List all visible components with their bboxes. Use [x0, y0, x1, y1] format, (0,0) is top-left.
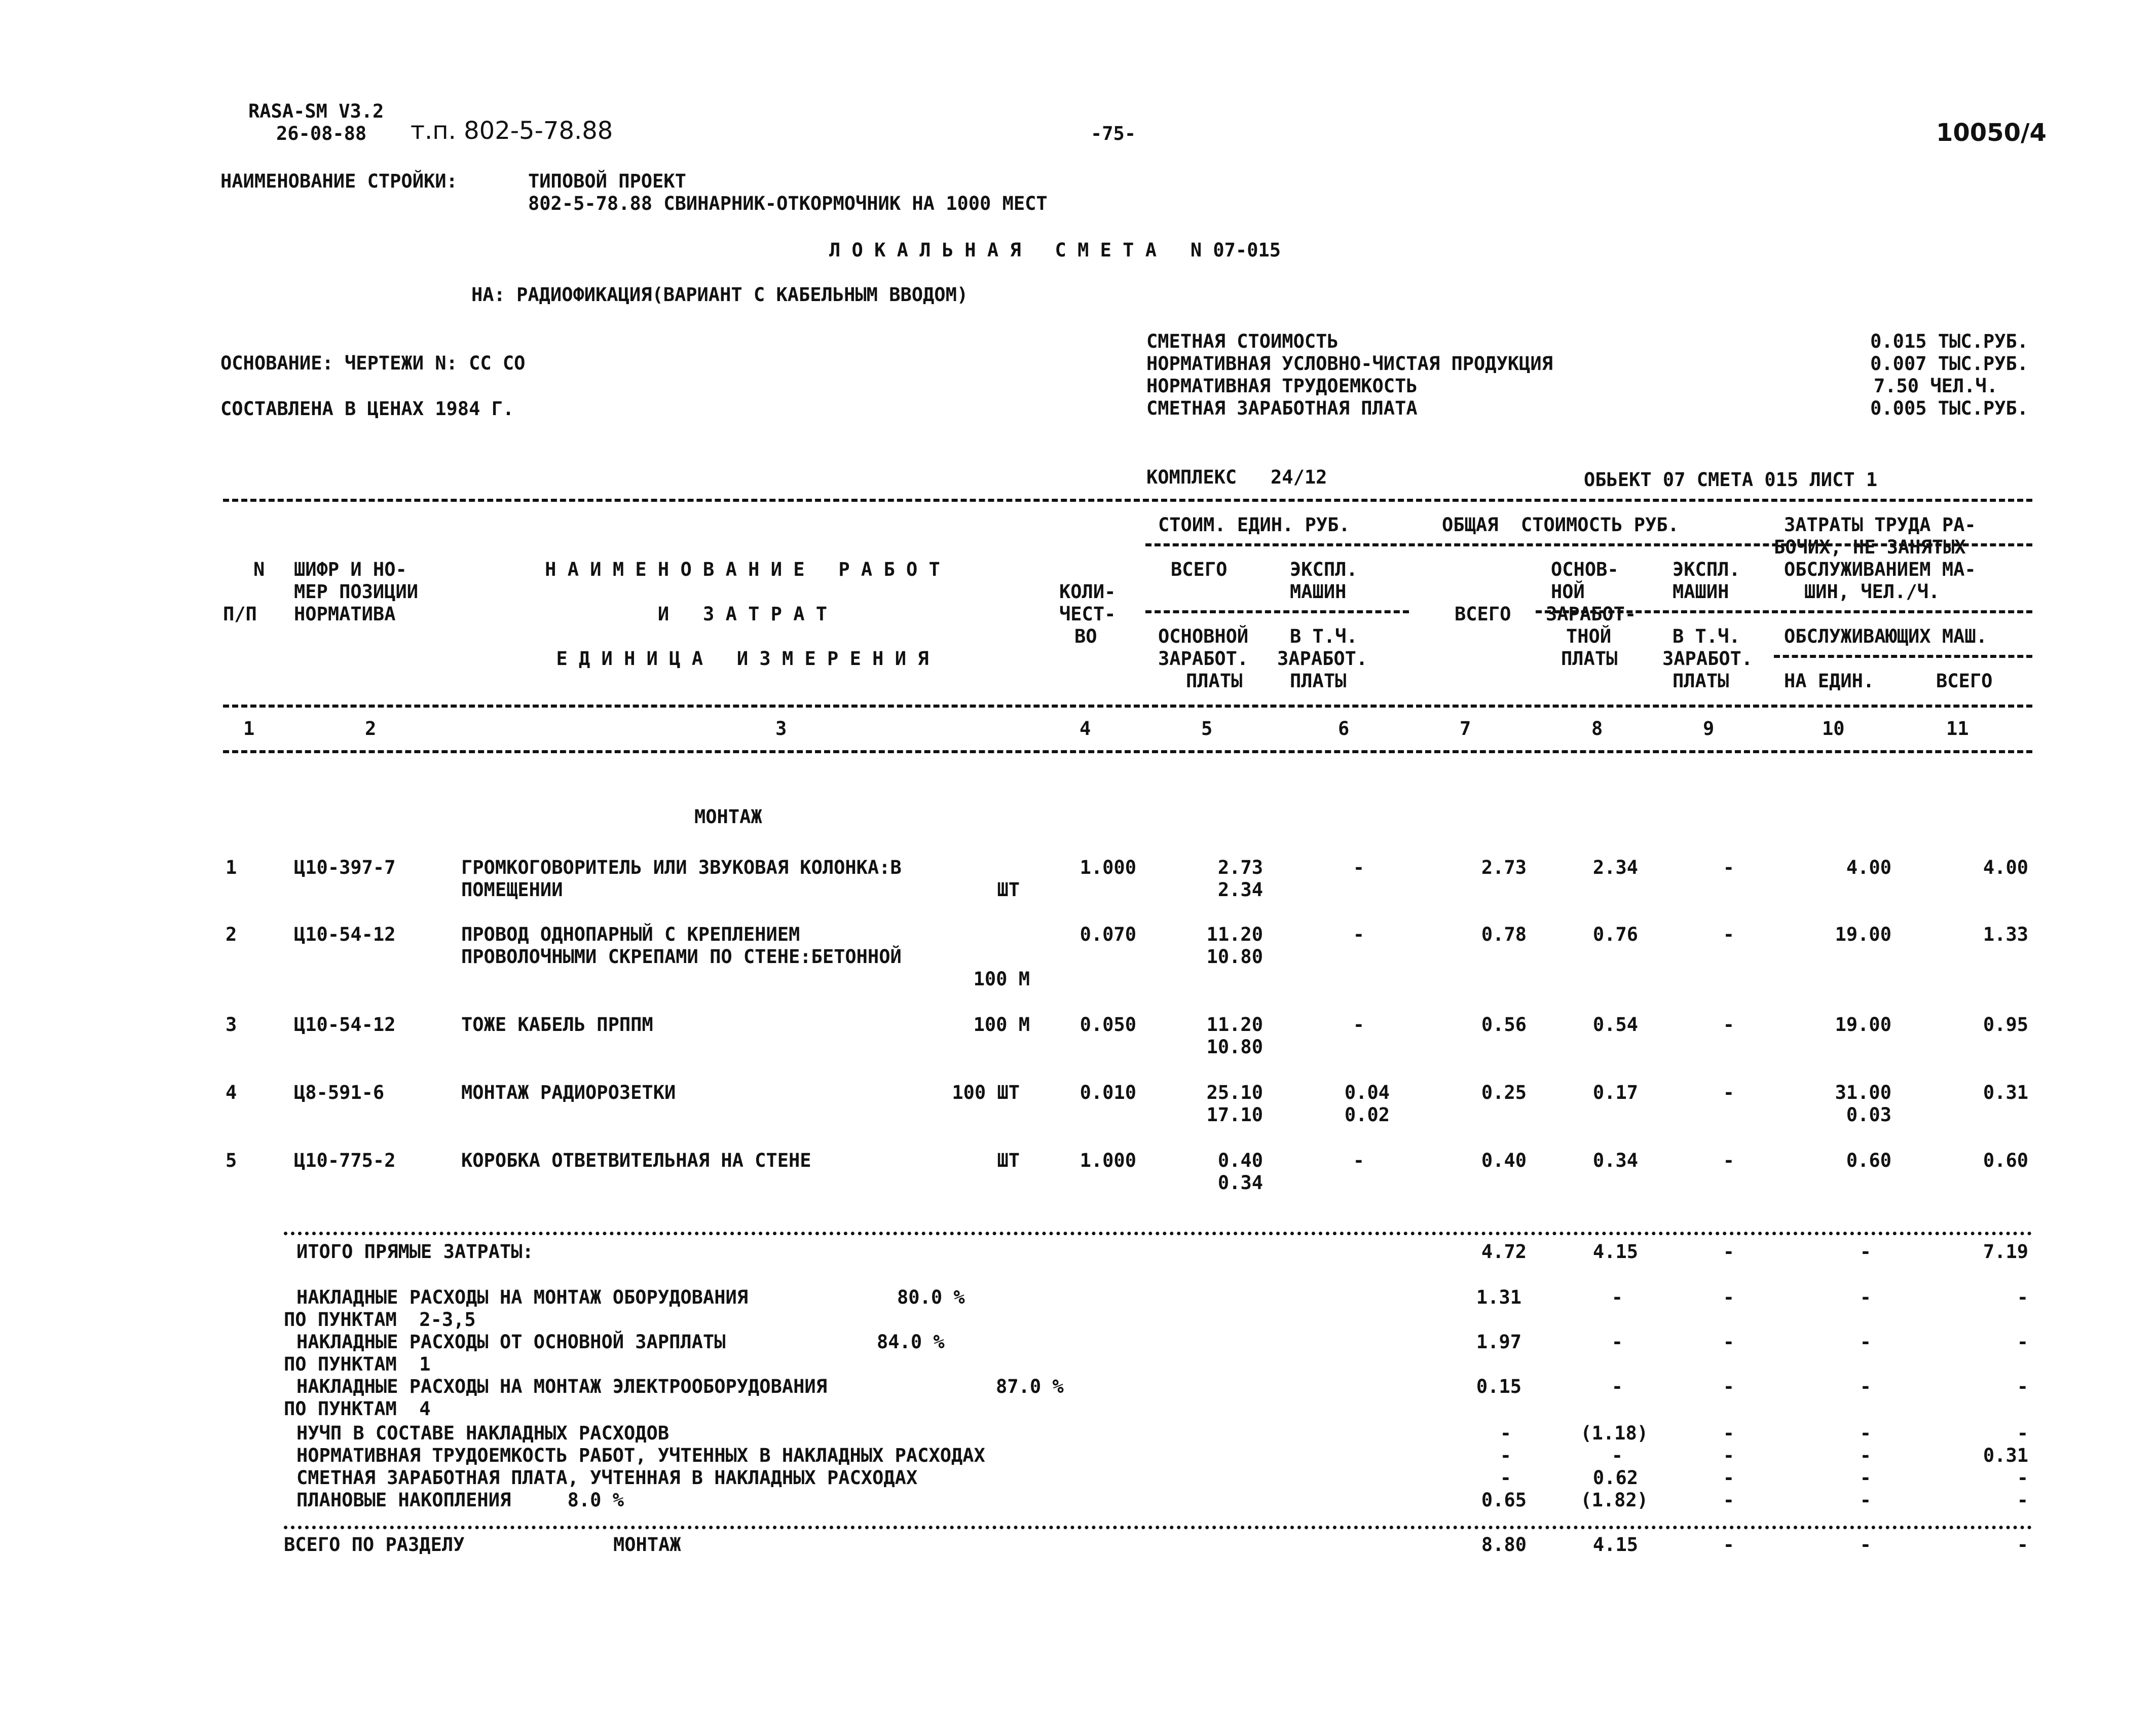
- row-c8: 0.34: [1592, 1150, 1638, 1171]
- overhead-c9: -: [1723, 1376, 1734, 1397]
- hdr-col9: ЗАРАБОТ.: [1662, 648, 1753, 670]
- overhead-c8: -: [1611, 1376, 1623, 1397]
- hdr-col10: НА ЕДИН.: [1784, 670, 1875, 692]
- stroika-line1: ТИПОВОЙ ПРОЕКТ: [528, 170, 686, 192]
- print-date: 26-08-88: [276, 123, 367, 144]
- vsego-c7: 8.80: [1481, 1534, 1527, 1556]
- smeta-title: Л О К А Л Ь Н А Я С М Е Т А N 07-015: [829, 239, 1281, 261]
- sostavlena: СОСТАВЛЕНА В ЦЕНАХ 1984 Г.: [220, 398, 514, 420]
- hdr-col4: ВО: [1074, 625, 1097, 647]
- hdr-group-labor: ОБСЛУЖИВАЮЩИХ МАШ.: [1784, 625, 1987, 647]
- overhead-c9: -: [1723, 1286, 1734, 1308]
- extra-label: СМЕТНАЯ ЗАРАБОТНАЯ ПЛАТА, УЧТЕННАЯ В НАКЛАДНЫХ РАСХОДАХ: [296, 1467, 918, 1489]
- hdr-col7: ВСЕГО: [1455, 603, 1511, 625]
- row-c9: -: [1723, 924, 1734, 945]
- row-c6: -: [1353, 857, 1364, 878]
- smeta-subject: НА: РАДИОФИКАЦИЯ(ВАРИАНТ С КАБЕЛЬНЫМ ВВОДОМ): [471, 284, 969, 306]
- hdr-col9: В Т.Ч.: [1673, 625, 1740, 647]
- extra-c8: (1.82): [1580, 1489, 1648, 1511]
- sheet-code: 10050/4: [1936, 119, 2047, 147]
- extra-c8: (1.18): [1580, 1422, 1648, 1444]
- col-number: 11: [1946, 718, 1969, 740]
- row-c5: 2.73: [1217, 857, 1263, 878]
- row-c5: 17.10: [1206, 1104, 1263, 1126]
- hdr-group-total: ОБЩАЯ СТОИМОСТЬ РУБ.: [1442, 514, 1679, 536]
- summary-label: СМЕТНАЯ СТОИМОСТЬ: [1146, 330, 1339, 352]
- row-c9: -: [1723, 1014, 1734, 1036]
- itogo-label: ИТОГО ПРЯМЫЕ ЗАТРАТЫ:: [296, 1241, 534, 1263]
- hdr-col8: ЗАРАБОТ-: [1546, 603, 1637, 625]
- row-qty: 0.010: [1080, 1082, 1136, 1103]
- row-name: ТОЖЕ КАБЕЛЬ ПРППМ: [461, 1014, 653, 1036]
- row-c5: 0.40: [1217, 1150, 1263, 1171]
- extra-c7: 0.65: [1481, 1489, 1527, 1511]
- page-number: -75-: [1091, 123, 1136, 144]
- itogo-c9: -: [1723, 1241, 1734, 1263]
- totals-dotted-rule: [284, 1232, 2032, 1235]
- vsego-c11: -: [2017, 1534, 2028, 1556]
- itogo-c11: 7.19: [1983, 1241, 2028, 1263]
- overhead-c11: -: [2017, 1331, 2028, 1353]
- row-c5: 10.80: [1206, 1036, 1263, 1058]
- summary-label: НОРМАТИВНАЯ УСЛОВНО-ЧИСТАЯ ПРОДУКЦИЯ: [1146, 353, 1553, 375]
- extra-c11: -: [2017, 1489, 2028, 1511]
- hdr-col5: ВСЕГО: [1171, 559, 1228, 580]
- row-qty: 1.000: [1080, 1150, 1136, 1171]
- row-c8: 0.76: [1592, 924, 1638, 945]
- hdr-col6: ЗАРАБОТ.: [1277, 648, 1368, 670]
- doc-reference: т.п. 802-5-78.88: [411, 117, 613, 145]
- col-number: 6: [1338, 718, 1350, 740]
- extra-c7: -: [1500, 1445, 1511, 1466]
- col-number: 2: [365, 718, 377, 740]
- overhead-pct: 84.0 %: [877, 1331, 945, 1353]
- row-code: Ц8-591-6: [294, 1082, 385, 1103]
- overhead-c8: -: [1611, 1286, 1623, 1308]
- hdr-col4: КОЛИ-: [1059, 581, 1116, 603]
- vsego-c9: -: [1723, 1534, 1734, 1556]
- stroika-label: НАИМЕНОВАНИЕ СТРОЙКИ:: [220, 170, 458, 192]
- hdr-col2: МЕР ПОЗИЦИИ: [294, 581, 419, 603]
- extra-c8: -: [1611, 1445, 1623, 1466]
- extra-c11: 0.31: [1983, 1445, 2028, 1466]
- row-code: Ц10-54-12: [294, 1014, 396, 1036]
- hdr-group-labor: ОБСЛУЖИВАНИЕМ МА-: [1784, 559, 1976, 580]
- row-c11: 1.33: [1983, 924, 2028, 945]
- row-n: 5: [226, 1150, 237, 1171]
- row-c6: 0.02: [1344, 1104, 1390, 1126]
- extra-c9: -: [1723, 1445, 1734, 1466]
- row-c8: 2.34: [1592, 857, 1638, 878]
- extra-label: ПЛАНОВЫЕ НАКОПЛЕНИЯ 8.0 %: [296, 1489, 624, 1511]
- row-c8: 0.17: [1592, 1082, 1638, 1103]
- row-qty: 0.050: [1080, 1014, 1136, 1036]
- hdr-col1: N: [253, 559, 265, 580]
- hdr-sub-rule: [1145, 610, 1409, 613]
- row-c6: 0.04: [1344, 1082, 1390, 1103]
- row-name: ПРОВОЛОЧНЫМИ СКРЕПАМИ ПО СТЕНЕ:БЕТОННОЙ: [461, 946, 902, 968]
- extra-c9: -: [1723, 1467, 1734, 1489]
- row-c9: -: [1723, 1150, 1734, 1171]
- section-title: МОНТАЖ: [694, 806, 762, 828]
- overhead-sub: ПО ПУНКТАМ 4: [284, 1398, 431, 1420]
- overhead-sub: ПО ПУНКТАМ 2-3,5: [284, 1309, 476, 1331]
- hdr-sub-rule: [1536, 610, 2032, 613]
- row-n: 2: [226, 924, 237, 945]
- overhead-label: НАКЛАДНЫЕ РАСХОДЫ ОТ ОСНОВНОЙ ЗАРПЛАТЫ: [296, 1331, 726, 1353]
- hdr-col5: ОСНОВНОЙ: [1158, 625, 1249, 647]
- kompleks: КОМПЛЕКС 24/12: [1146, 466, 1327, 488]
- row-c6: -: [1353, 1150, 1364, 1171]
- extra-c9: -: [1723, 1422, 1734, 1444]
- row-c5: 11.20: [1206, 1014, 1263, 1036]
- hdr-bottom-rule: [223, 750, 2032, 753]
- row-c6: -: [1353, 924, 1364, 945]
- summary-label: СМЕТНАЯ ЗАРАБОТНАЯ ПЛАТА: [1146, 397, 1418, 419]
- overhead-c10: -: [1860, 1376, 1871, 1397]
- hdr-numbers-rule: [223, 705, 2032, 708]
- overhead-c7: 1.97: [1476, 1331, 1521, 1353]
- extra-c7: -: [1500, 1422, 1511, 1444]
- summary-value: 0.015 ТЫС.РУБ.: [1870, 330, 2028, 352]
- col-number: 1: [243, 718, 255, 740]
- vsego-c10: -: [1860, 1534, 1871, 1556]
- row-unit: 100 ШТ: [952, 1082, 1020, 1103]
- row-c7: 0.25: [1481, 1082, 1527, 1103]
- row-n: 1: [226, 857, 237, 878]
- hdr-col8: ОСНОВ-: [1551, 559, 1619, 580]
- row-c7: 2.73: [1481, 857, 1527, 878]
- overhead-pct: 87.0 %: [996, 1376, 1064, 1397]
- extra-c10: -: [1860, 1422, 1871, 1444]
- hdr-col4: ЧЕСТ-: [1059, 603, 1116, 625]
- col-number: 7: [1460, 718, 1471, 740]
- extra-label: НУЧП В СОСТАВЕ НАКЛАДНЫХ РАСХОДОВ: [296, 1422, 670, 1444]
- extra-c10: -: [1860, 1489, 1871, 1511]
- summary-value: 7.50 ЧЕЛ.Ч.: [1873, 375, 1998, 397]
- row-c8: 0.54: [1592, 1014, 1638, 1036]
- hdr-col3: И З А Т Р А Т: [657, 603, 828, 625]
- summary-value: 0.007 ТЫС.РУБ.: [1870, 353, 2028, 375]
- row-c5: 25.10: [1206, 1082, 1263, 1103]
- extra-c10: -: [1860, 1467, 1871, 1489]
- overhead-c7: 0.15: [1476, 1376, 1521, 1397]
- hdr-col5: ЗАРАБОТ.: [1158, 648, 1249, 670]
- row-c10: 31.00: [1835, 1082, 1891, 1103]
- program-version: RASA-SM V3.2: [248, 100, 384, 122]
- overhead-c10: -: [1860, 1286, 1871, 1308]
- row-code: Ц10-397-7: [294, 857, 396, 878]
- overhead-c7: 1.31: [1476, 1286, 1521, 1308]
- col-number: 3: [775, 718, 787, 740]
- overhead-c9: -: [1723, 1331, 1734, 1353]
- row-c10: 0.03: [1846, 1104, 1891, 1126]
- col-number: 10: [1822, 718, 1845, 740]
- row-n: 4: [226, 1082, 237, 1103]
- hdr-group-labor: ШИН, ЧЕЛ./Ч.: [1804, 581, 1940, 603]
- hdr-col9: ЭКСПЛ.: [1673, 559, 1740, 580]
- row-c11: 0.95: [1983, 1014, 2028, 1036]
- hdr-col9: МАШИН: [1673, 581, 1729, 603]
- row-unit: ШТ: [997, 879, 1020, 901]
- overhead-c11: -: [2017, 1286, 2028, 1308]
- hdr-col6: ЭКСПЛ.: [1290, 559, 1358, 580]
- col-number: 4: [1080, 718, 1091, 740]
- hdr-sub-rule: [1145, 543, 2032, 546]
- row-c10: 4.00: [1846, 857, 1891, 878]
- row-code: Ц10-775-2: [294, 1150, 396, 1171]
- table-top-rule: [223, 499, 2032, 502]
- row-c11: 4.00: [1983, 857, 2028, 878]
- row-name: ПРОВОД ОДНОПАРНЫЙ С КРЕПЛЕНИЕМ: [461, 924, 800, 945]
- overhead-sub: ПО ПУНКТАМ 1: [284, 1353, 431, 1375]
- hdr-col2: ШИФР И НО-: [294, 559, 407, 580]
- summary-label: НОРМАТИВНАЯ ТРУДОЕМКОСТЬ: [1146, 375, 1418, 397]
- row-unit: ШТ: [997, 1150, 1020, 1171]
- hdr-col6: В Т.Ч.: [1290, 625, 1358, 647]
- summary-value: 0.005 ТЫС.РУБ.: [1870, 397, 2028, 419]
- extra-c11: -: [2017, 1467, 2028, 1489]
- row-unit: 100 М: [973, 1014, 1030, 1036]
- row-c9: -: [1723, 857, 1734, 878]
- overhead-c11: -: [2017, 1376, 2028, 1397]
- hdr-col6: ПЛАТЫ: [1290, 670, 1347, 692]
- row-qty: 1.000: [1080, 857, 1136, 878]
- row-c10: 19.00: [1835, 1014, 1891, 1036]
- row-name: КОРОБКА ОТВЕТВИТЕЛЬНАЯ НА СТЕНЕ: [461, 1150, 811, 1171]
- vsego-label: ВСЕГО ПО РАЗДЕЛУ: [284, 1534, 465, 1556]
- row-c10: 19.00: [1835, 924, 1891, 945]
- row-qty: 0.070: [1080, 924, 1136, 945]
- extra-c11: -: [2017, 1422, 2028, 1444]
- hdr-col9: ПЛАТЫ: [1673, 670, 1729, 692]
- osnovanie: ОСНОВАНИЕ: ЧЕРТЕЖИ N: СС СО: [220, 352, 526, 374]
- row-c10: 0.60: [1846, 1150, 1891, 1171]
- object-ref: ОБЬЕКТ 07 СМЕТА 015 ЛИСТ 1: [1584, 469, 1878, 491]
- hdr-group-labor: ЗАТРАТЫ ТРУДА РА-: [1784, 514, 1976, 536]
- itogo-c10: -: [1860, 1241, 1871, 1263]
- hdr-col2: НОРМАТИВА: [294, 603, 396, 625]
- row-unit: 100 М: [973, 968, 1030, 990]
- col-number: 9: [1703, 718, 1715, 740]
- hdr-col8: ПЛАТЫ: [1561, 648, 1618, 670]
- hdr-col8: НОЙ: [1551, 581, 1585, 603]
- hdr-group-labor: БОЧИХ, НЕ ЗАНЯТЫХ: [1774, 536, 1966, 558]
- extra-c10: -: [1860, 1445, 1871, 1466]
- hdr-group-unit: СТОИМ. ЕДИН. РУБ.: [1158, 514, 1350, 536]
- row-name: ПОМЕЩЕНИИ: [461, 879, 563, 901]
- hdr-col3: Н А И М Е Н О В А Н И Е Р А Б О Т: [545, 559, 940, 580]
- row-c7: 0.78: [1481, 924, 1527, 945]
- overhead-label: НАКЛАДНЫЕ РАСХОДЫ НА МОНТАЖ ОБОРУДОВАНИЯ: [296, 1286, 749, 1308]
- row-c5: 10.80: [1206, 946, 1263, 968]
- row-c7: 0.56: [1481, 1014, 1527, 1036]
- overhead-c10: -: [1860, 1331, 1871, 1353]
- overhead-pct: 80.0 %: [897, 1286, 965, 1308]
- final-dotted-rule: [284, 1526, 2032, 1529]
- row-c5: 2.34: [1217, 879, 1263, 901]
- extra-c7: -: [1500, 1467, 1511, 1489]
- col-number: 5: [1201, 718, 1213, 740]
- hdr-col1: П/П: [223, 603, 257, 625]
- hdr-col5: ПЛАТЫ: [1186, 670, 1243, 692]
- row-c5: 0.34: [1217, 1172, 1263, 1194]
- itogo-c8: 4.15: [1592, 1241, 1638, 1263]
- hdr-col11: ВСЕГО: [1936, 670, 1993, 692]
- stroika-line2: 802-5-78.88 СВИНАРНИК-ОТКОРМОЧНИК НА 1000 МЕСТ: [528, 193, 1048, 214]
- hdr-col3: Е Д И Н И Ц А И З М Е Р Е Н И Я: [556, 648, 929, 670]
- hdr-col6: МАШИН: [1290, 581, 1347, 603]
- col-number: 8: [1591, 718, 1603, 740]
- row-name: МОНТАЖ РАДИОРОЗЕТКИ: [461, 1082, 676, 1103]
- row-n: 3: [226, 1014, 237, 1036]
- row-name: ГРОМКОГОВОРИТЕЛЬ ИЛИ ЗВУКОВАЯ КОЛОНКА:В: [461, 857, 902, 878]
- vsego-section: МОНТАЖ: [613, 1534, 681, 1556]
- row-c11: 0.31: [1983, 1082, 2028, 1103]
- row-c11: 0.60: [1983, 1150, 2028, 1171]
- row-c9: -: [1723, 1082, 1734, 1103]
- row-c5: 11.20: [1206, 924, 1263, 945]
- row-c7: 0.40: [1481, 1150, 1527, 1171]
- row-code: Ц10-54-12: [294, 924, 396, 945]
- hdr-col8: ТНОЙ: [1566, 625, 1612, 647]
- extra-c9: -: [1723, 1489, 1734, 1511]
- itogo-c7: 4.72: [1481, 1241, 1527, 1263]
- overhead-c8: -: [1611, 1331, 1623, 1353]
- hdr-sub-rule: [1774, 655, 2032, 658]
- overhead-label: НАКЛАДНЫЕ РАСХОДЫ НА МОНТАЖ ЭЛЕКТРООБОРУДОВАНИЯ: [296, 1376, 827, 1397]
- row-c6: -: [1353, 1014, 1364, 1036]
- extra-label: НОРМАТИВНАЯ ТРУДОЕМКОСТЬ РАБОТ, УЧТЕННЫХ В НАКЛАДНЫХ РАСХОДАХ: [296, 1445, 985, 1466]
- vsego-c8: 4.15: [1592, 1534, 1638, 1556]
- extra-c8: 0.62: [1592, 1467, 1638, 1489]
